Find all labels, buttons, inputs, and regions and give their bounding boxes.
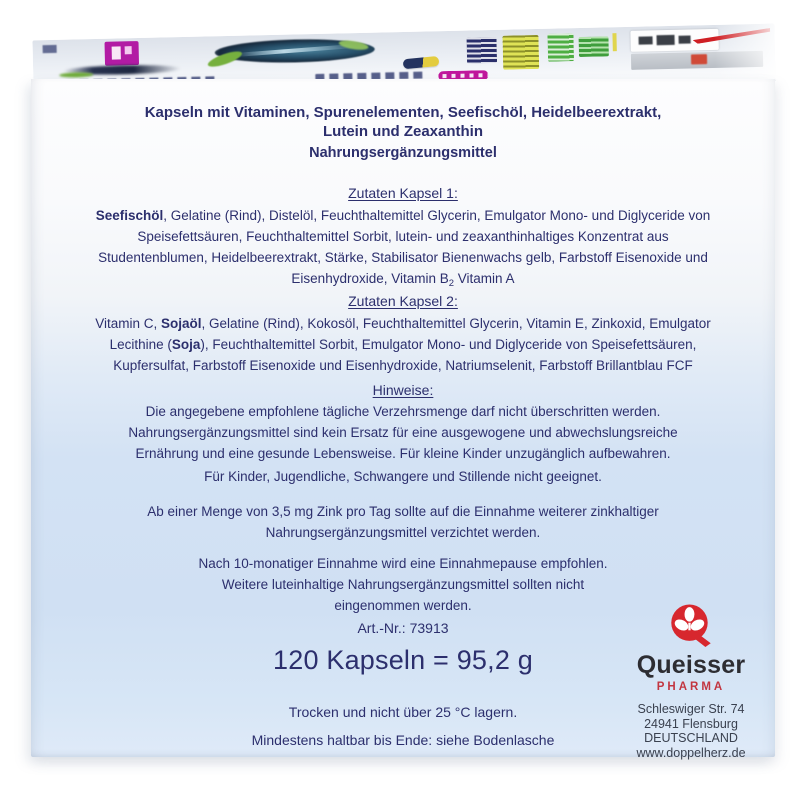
notes-heading: Hinweise: [372, 382, 434, 398]
text-line: Studentenblumen, Heidelbeerextrakt, Stärke, Stabilisator Bienenwachs gelb, Farbstoff Eisenoxide und [98, 250, 708, 265]
address-line: DEUTSCHLAND [644, 731, 738, 745]
title-line: Kapseln mit Vitaminen, Spurenelementen, Seefischöl, Heidelbeerextrakt, [144, 104, 662, 121]
text-line: Weitere luteinhaltige Nahrungsergänzungsmittel sollten nicht [221, 577, 585, 592]
text-line: eingenommen werden. [334, 598, 472, 613]
leaf-streak-icon [59, 72, 93, 78]
fine-print-mark-icon [43, 45, 57, 53]
text-line: Lecithine (Soja), Feuchthaltemittel Sorbit, Emulgator Mono- und Diglyceride von Speisefettsäuren, [109, 337, 697, 352]
best-before-note: Mindestens haltbar bis Ende: siehe Bodenlasche [251, 732, 555, 748]
notes-text [73, 401, 733, 464]
storage-instructions: Trocken und nicht über 25 °C lagern. [288, 704, 518, 720]
yellow-tick-icon [612, 33, 616, 51]
red-number-mark-icon [691, 54, 707, 64]
text-line: Speisefettsäuren, Feuchthaltemittel Sorbit, lutein- und zeaxanthinhaltiges Konzentrat aus [137, 229, 669, 244]
children-warning-text: Für Kinder, Jugendliche, Schwangere und Stillende nicht geeignet. [204, 469, 602, 484]
manufacturer-name: Queisser [636, 651, 746, 679]
capsule-photo-icon [210, 35, 379, 69]
zinc-note-text [73, 501, 733, 543]
box-front-face [31, 79, 775, 760]
manufacturer-address [596, 702, 786, 760]
text-line: Seefischöl, Gelatine (Rind), Distelöl, Feuchthaltemittel Glycerin, Emulgator Mono- und Diglyceride von [95, 208, 711, 223]
barcode-block-icon [466, 37, 497, 64]
quantity-and-weight: 120 Kapseln = 95,2 g [273, 645, 533, 675]
address-line: Schleswiger Str. 74 [637, 702, 745, 716]
brand-print-block-icon [104, 41, 139, 66]
nutrition-color-blocks-icon [547, 33, 574, 62]
ingredients-capsule2-text [73, 313, 733, 376]
text-line: Nahrungsergänzungsmittel verzichtet werden. [265, 525, 541, 540]
queisser-logo-icon [668, 603, 714, 647]
text-line: Eisenhydroxide, Vitamin $B_2$ Vitamin A [291, 271, 515, 289]
nutrition-color-blocks-icon [502, 35, 539, 70]
capsule-image-icon [403, 56, 440, 69]
text-line: Die angegebene empfohlene tägliche Verzehrsmenge darf nicht überschritten werden. [145, 404, 661, 419]
text-line: Kupfersulfat, Farbstoff Eisenoxide und Eisenhydroxide, Natriumselenit, Farbstoff Brillantblau FCF [113, 358, 693, 373]
text-line: Ab einer Menge von 3,5 mg Zink pro Tag sollte auf die Einnahme weiterer zinkhaltiger [147, 504, 659, 519]
text-line: Vitamin C, Sojaöl, Gelatine (Rind), Kokosöl, Feuchthaltemittel Glycerin, Vitamin E, Zinkoxid, Emulgator [95, 316, 711, 331]
ingredients-capsule1-heading: Zutaten Kapsel 1: [348, 185, 458, 201]
ingredients-capsule1-text [73, 205, 733, 294]
nutrition-color-blocks-icon [579, 36, 609, 57]
product-description-title [73, 103, 733, 141]
ingredients-capsule2-heading: Zutaten Kapsel 2: [348, 293, 458, 309]
manufacturer-block [596, 603, 786, 760]
text-line: Ernährung und eine gesunde Lebensweise. Für kleine Kinder unzugänglich aufbewahren. [135, 446, 671, 461]
address-line: 24941 Flensburg [644, 716, 738, 731]
text-line: Nach 10-monatiger Einnahme wird eine Einnahmepause empfohlen. [198, 556, 608, 571]
text-line: Nahrungsergänzungsmittel sind kein Ersatz für eine ausgewogene und abwechslungsreiche [128, 425, 678, 440]
manufacturer-division: PHARMA [656, 681, 726, 693]
manufacturer-website: www.doppelherz.de [636, 745, 746, 760]
supplement-type-label: Nahrungsergänzungsmittel [309, 145, 497, 161]
article-number: Art.-Nr.: 73913 [357, 620, 449, 636]
title-line: Lutein und Zeaxanthin [323, 123, 483, 140]
